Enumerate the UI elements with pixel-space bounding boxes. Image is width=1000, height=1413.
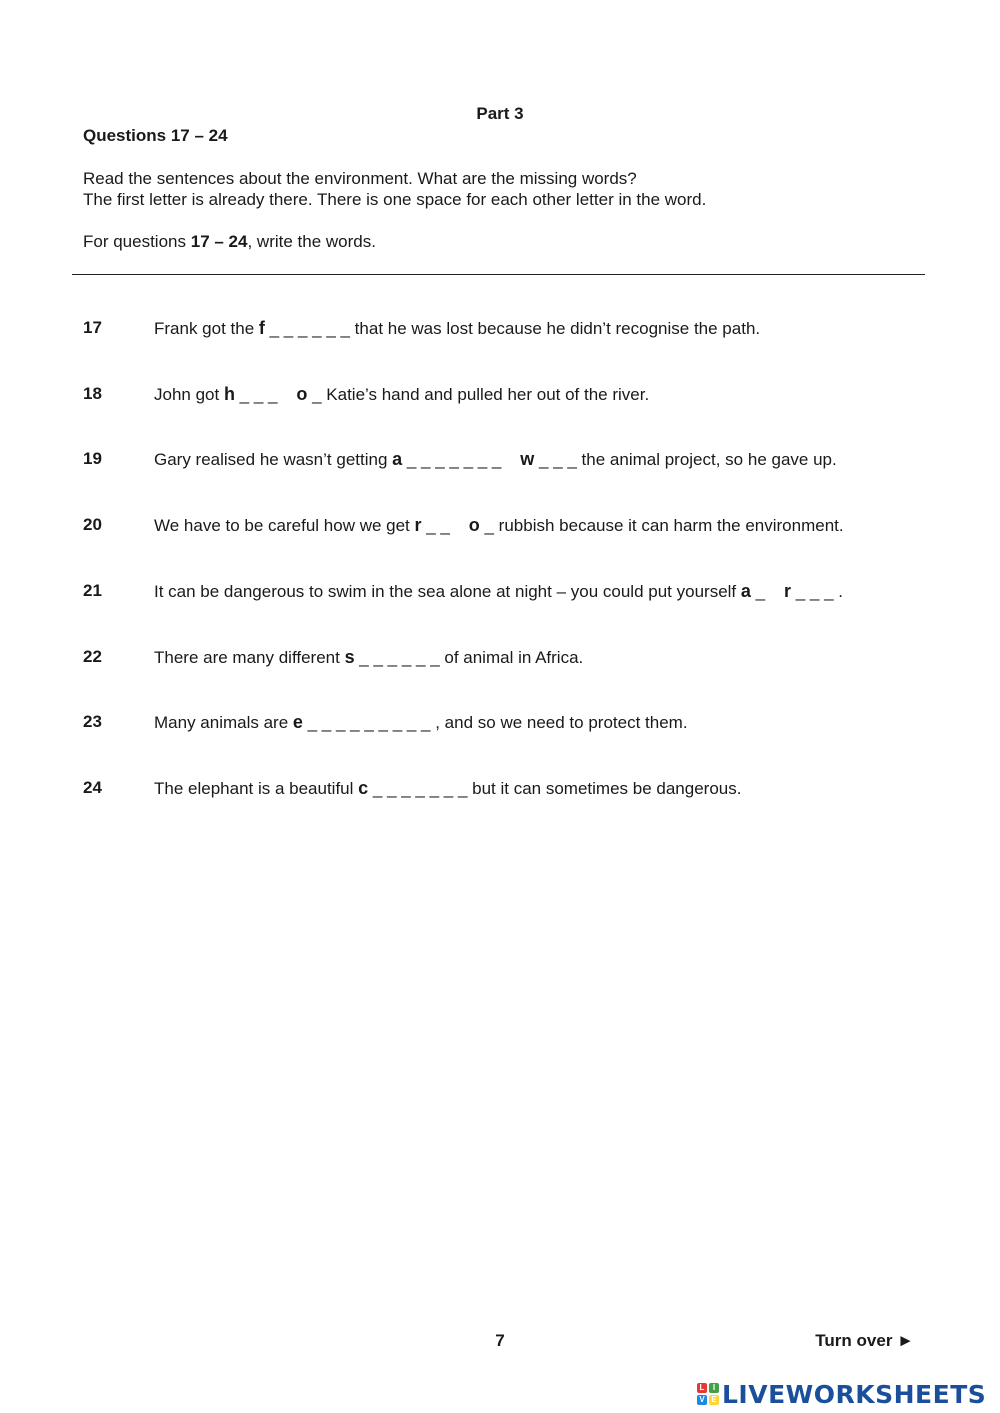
question-segment: _ _ _ _ _ _ of animal in Africa. bbox=[354, 648, 584, 667]
question-number-24: 24 bbox=[83, 778, 102, 797]
question-number-18: 18 bbox=[83, 384, 102, 403]
questions-range: Questions 17 – 24 bbox=[83, 126, 228, 145]
watermark-text: LIVEWORKSHEETS bbox=[722, 1379, 987, 1409]
question-segment: _ _ _ bbox=[234, 385, 297, 404]
question-segment: It can be dangerous to swim in the sea alone at night – you could put yourself bbox=[154, 582, 741, 601]
divider-rule bbox=[72, 274, 925, 275]
first-letter-hint: w bbox=[520, 449, 535, 469]
liveworksheets-logo-icon bbox=[697, 1383, 719, 1405]
question-number-23: 23 bbox=[83, 712, 102, 731]
instruction-line-3 bbox=[83, 232, 376, 252]
first-letter-hint: r bbox=[783, 581, 791, 601]
instruction-line-3-bold: 17 – 24 bbox=[190, 232, 248, 251]
question-text-17 bbox=[154, 318, 760, 339]
question-segment: _ rubbish because it can harm the environment. bbox=[479, 516, 844, 535]
question-text-20 bbox=[154, 515, 844, 536]
part-title: Part 3 bbox=[476, 104, 524, 123]
question-segment: _ _ _ _ _ _ that he was lost because he didn’t recognise the path. bbox=[264, 319, 761, 338]
question-segment: John got bbox=[154, 385, 224, 404]
instruction-line-1: Read the sentences about the environment. What are the missing words? bbox=[83, 169, 637, 188]
question-segment: _ _ _ _ _ _ _ bbox=[402, 450, 521, 469]
first-letter-hint: a bbox=[392, 449, 403, 469]
question-segment: _ bbox=[750, 582, 784, 601]
logo-square: V bbox=[697, 1395, 707, 1405]
question-text-23 bbox=[154, 712, 688, 733]
question-number-19: 19 bbox=[83, 449, 102, 468]
question-number-17: 17 bbox=[83, 318, 102, 337]
logo-square: L bbox=[697, 1383, 707, 1393]
question-segment: _ _ _ _ _ _ _ _ _ , and so we need to protect them. bbox=[302, 713, 688, 732]
question-number-22: 22 bbox=[83, 647, 102, 666]
question-text-22 bbox=[154, 647, 583, 668]
first-letter-hint: c bbox=[358, 778, 369, 798]
turn-over-label: Turn over ► bbox=[815, 1331, 914, 1350]
first-letter-hint: e bbox=[292, 712, 303, 732]
question-segment: _ _ _ . bbox=[790, 582, 843, 601]
question-segment: _ _ _ the animal project, so he gave up. bbox=[534, 450, 837, 469]
question-text-19 bbox=[154, 449, 837, 470]
question-segment: Gary realised he wasn’t getting bbox=[154, 450, 393, 469]
question-number-21: 21 bbox=[83, 581, 102, 600]
first-letter-hint: o bbox=[468, 515, 480, 535]
question-text-18 bbox=[154, 384, 649, 405]
question-segment: _ _ _ _ _ _ _ but it can sometimes be dangerous. bbox=[368, 779, 742, 798]
first-letter-hint: h bbox=[223, 384, 235, 404]
liveworksheets-watermark[interactable] bbox=[697, 1376, 986, 1412]
question-segment: There are many different bbox=[154, 648, 345, 667]
first-letter-hint: f bbox=[258, 318, 265, 338]
question-segment: Many animals are bbox=[154, 713, 293, 732]
logo-square: I bbox=[709, 1383, 719, 1393]
page-number: 7 bbox=[495, 1331, 505, 1350]
question-segment: The elephant is a beautiful bbox=[154, 779, 359, 798]
first-letter-hint: a bbox=[740, 581, 751, 601]
question-segment: _ Katie’s hand and pulled her out of the river. bbox=[307, 385, 650, 404]
question-number-20: 20 bbox=[83, 515, 102, 534]
instruction-line-3-suffix: , write the words. bbox=[247, 232, 376, 251]
first-letter-hint: o bbox=[296, 384, 308, 404]
instruction-line-3-prefix: For questions bbox=[83, 232, 191, 251]
question-segment: _ _ bbox=[421, 516, 469, 535]
question-segment: Frank got the bbox=[154, 319, 259, 338]
logo-square: E bbox=[709, 1395, 719, 1405]
instruction-line-2: The first letter is already there. There is one space for each other letter in the word. bbox=[83, 190, 707, 209]
first-letter-hint: s bbox=[344, 647, 355, 667]
question-text-24 bbox=[154, 778, 741, 799]
question-text-21 bbox=[154, 581, 843, 602]
question-segment: We have to be careful how we get bbox=[154, 516, 415, 535]
first-letter-hint: r bbox=[414, 515, 422, 535]
